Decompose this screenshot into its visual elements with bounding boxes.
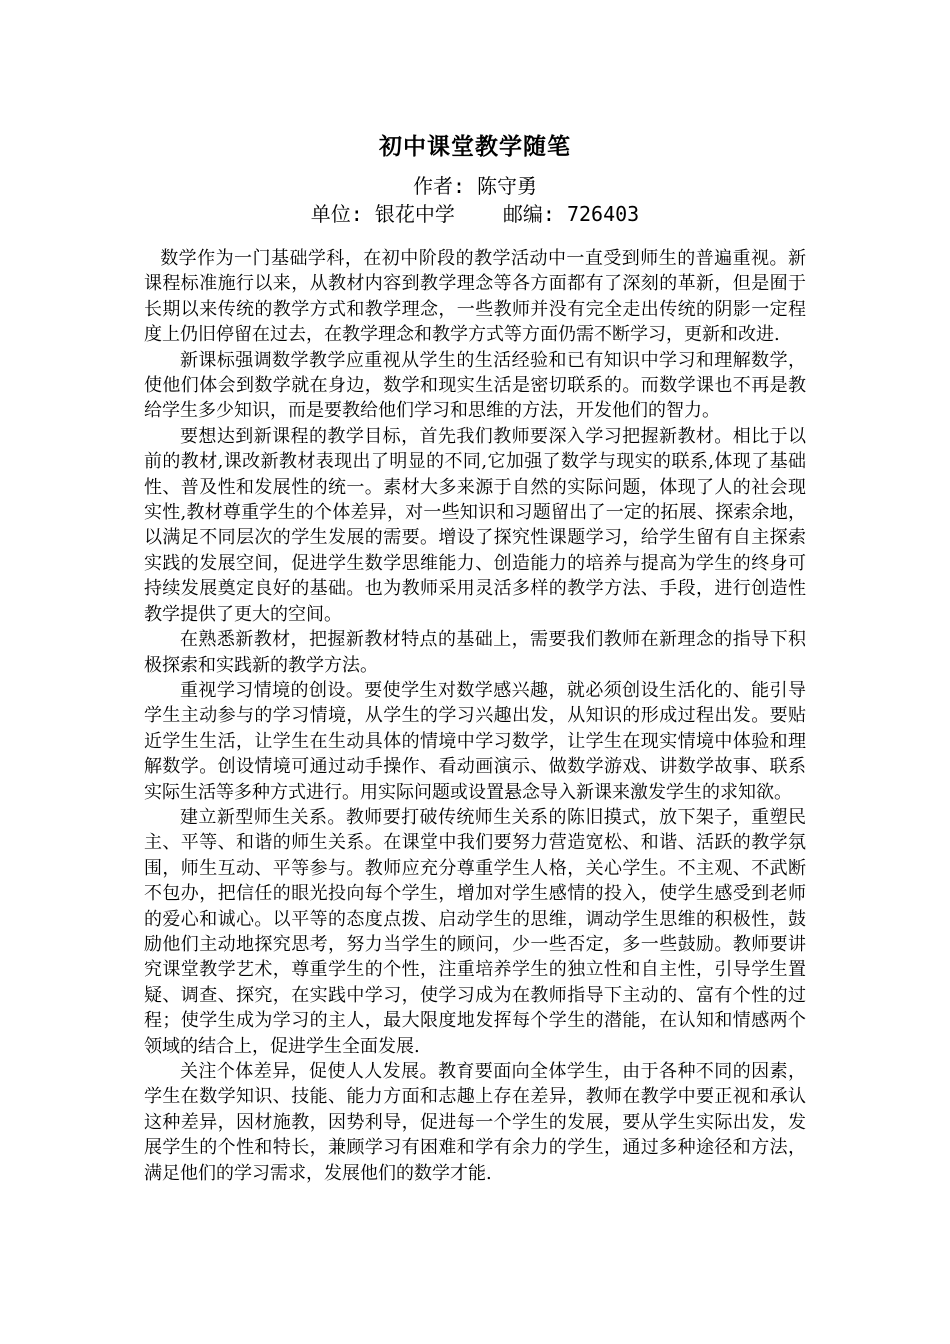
paragraph-new-standards: 新课标强调数学教学应重视从学生的生活经验和已有知识中学习和理解数学，使他们体会到数学就在身边，数学和现实生活是密切联系的。而数学课也不再是教给学生多少知识，而是要教给他们学习和思维的方法，开发他们的智力。: [144, 349, 806, 422]
paragraph-teacher-student: 建立新型师生关系。教师要打破传统师生关系的陈旧摸式，放下架子，重塑民主、平等、和谐的师生关系。在课堂中我们要努力营造宽松、和谐、活跃的教学氛围，师生互动、平等参与。教师应充分尊重学生人格，关心学生。不主观、不武断不包办，把信任的眼光投向每个学生，增加对学生感情的投入，使学生感受到老师的爱心和诚心。以平等的态度点拨、启动学生的思维，调动学生思维的积极性，鼓励他们主动地探究思考，努力当学生的顾问，少一些否定，多一些鼓励。教师要讲究课堂教学艺术，尊重学生的个性，注重培养学生的独立性和自主性，引导学生置疑、调查、探究，在实践中学习，使学习成为在教师指导下主动的、富有个性的过程；使学生成为学习的主人，最大限度地发挥每个学生的潜能，在认知和情感两个领域的结合上，促进学生全面发展.: [144, 806, 806, 1057]
author-line: 作者: 陈守勇: [412, 174, 538, 198]
document-body: [144, 246, 806, 1186]
paragraph-new-methods: 在熟悉新教材，把握新教材特点的基础上，需要我们教师在新理念的指导下积极探索和实践新的教学方法。: [144, 629, 806, 676]
postcode-text: 邮编: 726403: [502, 202, 640, 226]
paragraph-individual-differences: 关注个体差异，促使人人发展。教育要面向全体学生，由于各种不同的因素，学生在数学知识、技能、能力方面和志趣上存在差异，教师在教学中要正视和承认这种差异，因材施教，因势利导，促进每一个学生的发展，要从学生实际出发，发展学生的个性和特长，兼顾学习有困难和学有余力的学生，通过多种途径和方法，满足他们的学习需求，发展他们的数学才能.: [144, 1061, 806, 1184]
paragraph-new-textbook: 要想达到新课程的教学目标，首先我们教师要深入学习把握新教材。相比于以前的教材,课改新教材表现出了明显的不同,它加强了数学与现实的联系,体现了基础性、普及性和发展性的统一。素材大多来源于自然的实际问题，体现了人的社会现实性,教材尊重学生的个体差异，对一些知识和习题留出了一定的拓展、探索余地，以满足不同层次的学生发展的需要。增设了探究性课题学习，给学生留有自主探索实践的发展空间，促进学生数学思维能力、创造能力的培养与提高为学生的终身可持续发展奠定良好的基础。也为教师采用灵活多样的教学方法、手段，进行创造性教学提供了更大的空间。: [144, 425, 806, 625]
paragraph-learning-context: 重视学习情境的创设。要使学生对数学感兴趣，就必须创设生活化的、能引导学生主动参与的学习情境，从学生的学习兴趣出发，从知识的形成过程出发。要贴近学生生活，让学生在生动具体的情境中学习数学，让学生在现实情境中体验和理解数学。创设情境可通过动手操作、看动画演示、做数学游戏、讲数学故事、联系实际生活等多种方式进行。用实际问题或设置悬念导入新课来激发学生的求知欲。: [144, 679, 806, 803]
document-title: 初中课堂教学随笔: [379, 134, 571, 160]
unit-text: 单位: 银花中学: [310, 202, 455, 226]
paragraph-intro: 数学作为一门基础学科，在初中阶段的教学活动中一直受到师生的普遍重视。新课程标准施行以来，从教材内容到教学理念等各方面都有了深刻的革新，但是囿于长期以来传统的教学方式和教学理念，一些教师并没有完全走出传统的阴影一定程度上仍旧停留在过去，在教学理念和教学方式等方面仍需不断学习，更新和改进.: [144, 248, 806, 346]
affiliation-line: [0, 200, 950, 228]
